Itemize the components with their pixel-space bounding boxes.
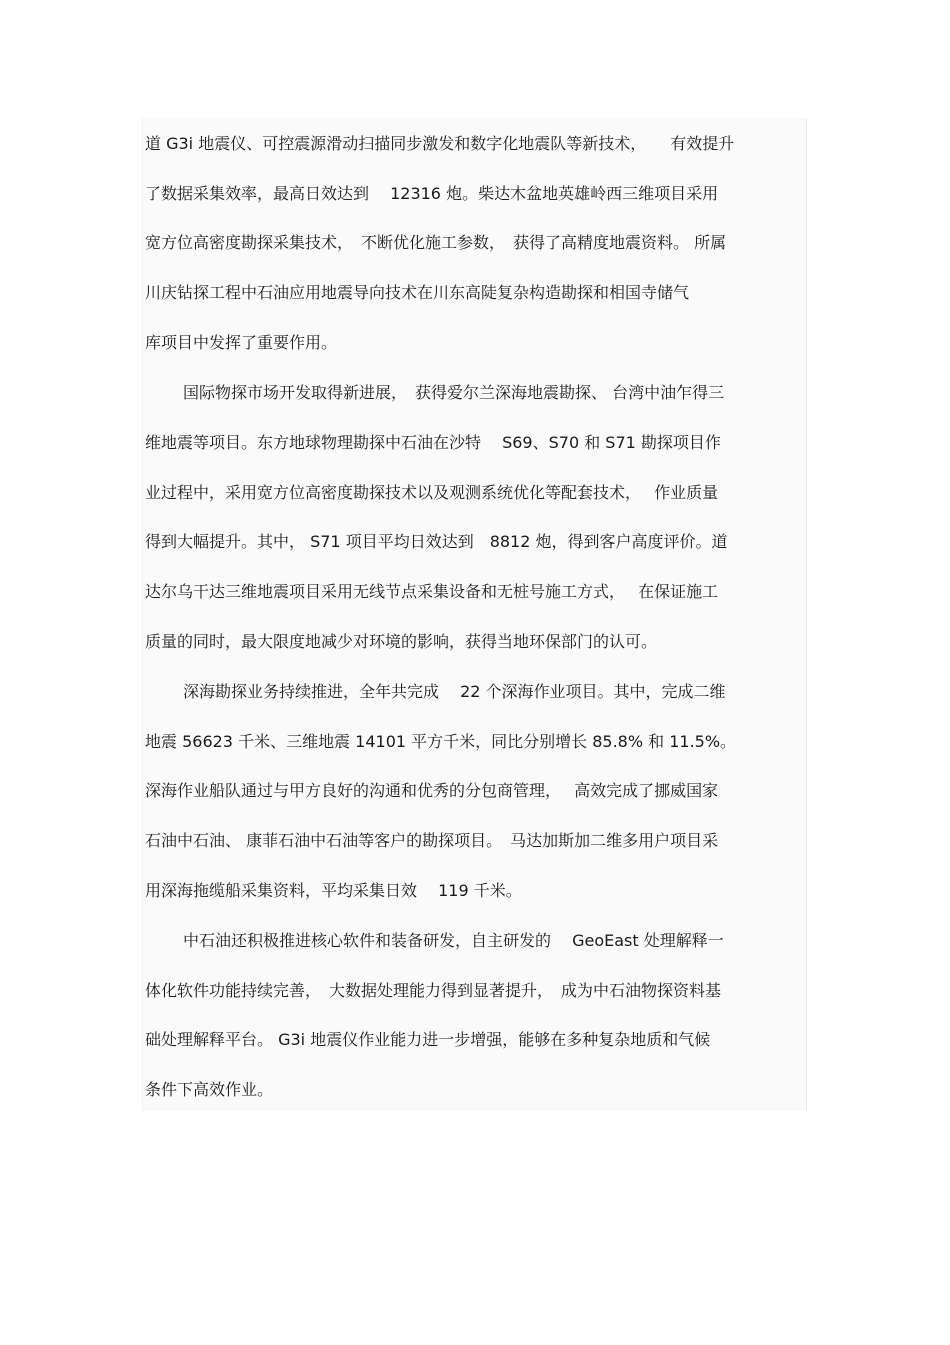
text-line: 用深海拖缆船采集资料，平均采集日效 119 千米。 bbox=[145, 881, 522, 900]
text-line: 条件下高效作业。 bbox=[145, 1080, 274, 1099]
paragraph-first-line: 深海勘探业务持续推进，全年共完成 22 个深海作业项目。其中，完成二维 bbox=[183, 682, 726, 701]
text-line: 宽方位高密度勘探采集技术， 不断优化施工参数， 获得了高精度地震资料。 所属 bbox=[145, 233, 727, 252]
text-line: 业过程中，采用宽方位高密度勘探技术以及观测系统优化等配套技术， 作业质量 bbox=[145, 483, 719, 502]
text-block bbox=[142, 118, 807, 1111]
text-line: 得到大幅提升。其中， S71 项目平均日效达到 8812 炮，得到客户高度评价。道 bbox=[145, 532, 728, 551]
text-line: 地震 56623 千米、三维地震 14101 平方千米，同比分别增长 85.8% 和 11.5%。 bbox=[145, 732, 737, 751]
text-line: 川庆钻探工程中石油应用地震导向技术在川东高陡复杂构造勘探和相国寺储气 bbox=[145, 283, 690, 302]
text-line: 础处理解释平台。 G3i 地震仪作业能力进一步增强，能够在多种复杂地质和气候 bbox=[145, 1030, 711, 1049]
text-line: 深海作业船队通过与甲方良好的沟通和优秀的分包商管理， 高效完成了挪威国家 bbox=[145, 781, 719, 800]
text-line: 了数据采集效率，最高日效达到 12316 炮。柴达木盆地英雄岭西三维项目采用 bbox=[145, 184, 719, 203]
text-line: 质量的同时，最大限度地减少对环境的影响，获得当地环保部门的认可。 bbox=[145, 632, 658, 651]
text-line: 体化软件功能持续完善， 大数据处理能力得到显著提升， 成为中石油物探资料基 bbox=[145, 981, 722, 1000]
paragraph-first-line: 中石油还积极推进核心软件和装备研发，自主研发的 GeoEast 处理解释一 bbox=[183, 931, 724, 950]
text-line: 石油中石油、 康菲石油中石油等客户的勘探项目。 马达加斯加二维多用户项目采 bbox=[145, 831, 719, 850]
paragraph-first-line: 国际物探市场开发取得新进展， 获得爱尔兰深海地震勘探、 台湾中油乍得三 bbox=[183, 383, 725, 402]
text-line: 维地震等项目。东方地球物理勘探中石油在沙特 S69、S70 和 S71 勘探项目作 bbox=[145, 433, 721, 452]
text-line: 道 G3i 地震仪、可控震源滑动扫描同步激发和数字化地震队等新技术， 有效提升 bbox=[145, 134, 735, 153]
text-line: 库项目中发挥了重要作用。 bbox=[145, 333, 338, 352]
text-line: 达尔乌干达三维地震项目采用无线节点采集设备和无桩号施工方式， 在保证施工 bbox=[145, 582, 719, 601]
